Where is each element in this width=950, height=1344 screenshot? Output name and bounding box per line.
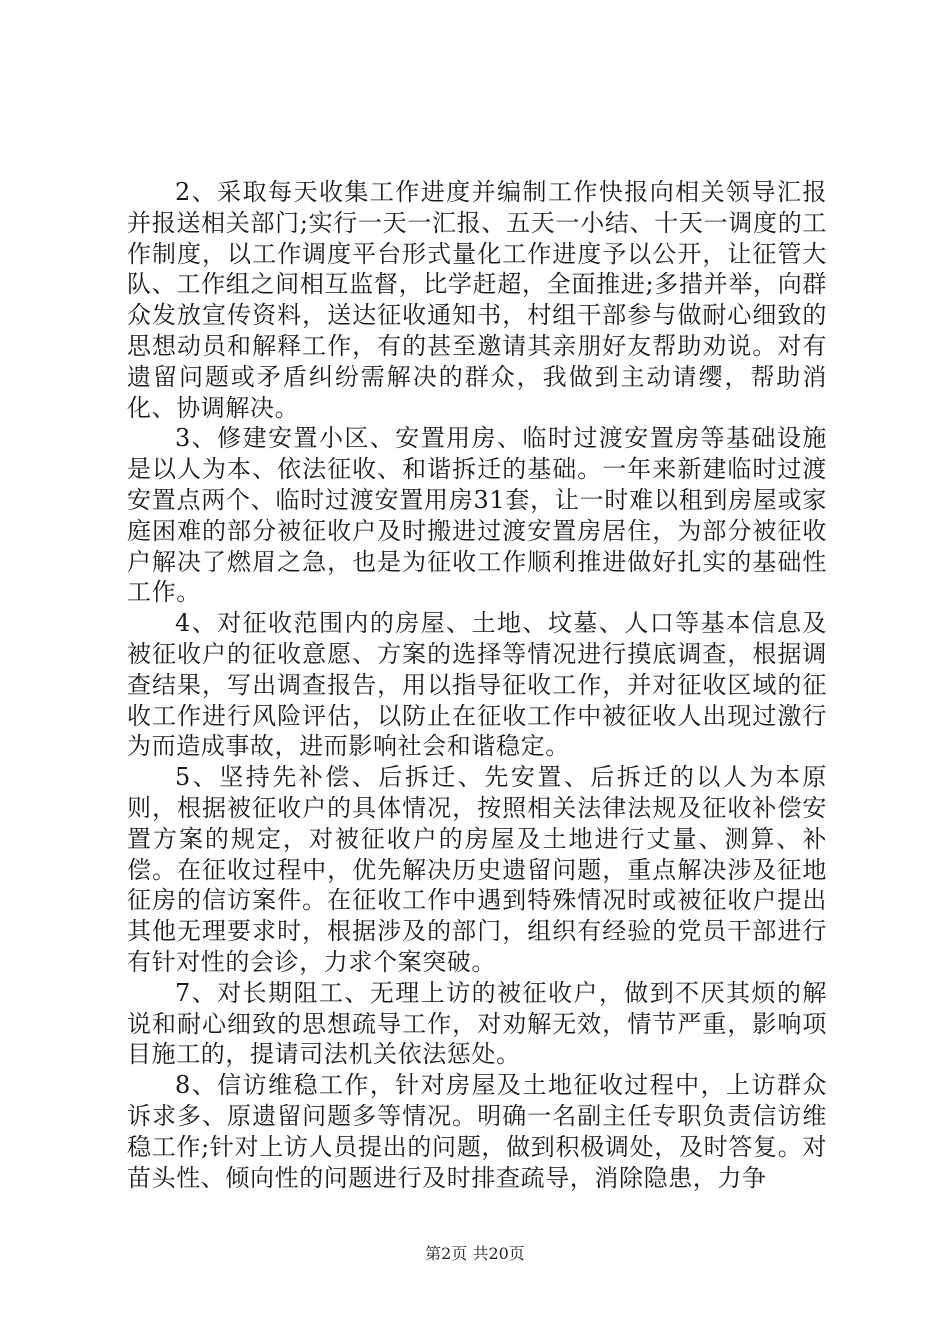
page-number-footer: 第2页 共20页: [425, 1244, 525, 1263]
paragraph-item-4: 4、对征收范围内的房屋、土地、坟墓、人口等基本信息及被征收户的征收意愿、方案的选择等情况进行摸底调查，根据调查结果，写出调查报告，用以指导征收工作，并对征收区域的征收工作进行风险评估，以防止在征收工作中被征收人出现过激行为而造成事故，进而影响社会和谐稳定。: [127, 609, 827, 761]
document-body: [127, 177, 827, 1193]
paragraph-item-3: 3、修建安置小区、安置用房、临时过渡安置房等基础设施是以人为本、依法征收、和谐拆迁的基础。一年来新建临时过渡安置点两个、临时过渡安置用房31套，让一时难以租到房屋或家庭困难的部分被征收户及时搬进过渡安置房居住，为部分被征收户解决了燃眉之急，也是为征收工作顺利推进做好扎实的基础性工作。: [127, 424, 827, 607]
paragraph-item-8: 8、信访维稳工作，针对房屋及土地征收过程中，上访群众诉求多、原遗留问题多等情况。明确一名副主任专职负责信访维稳工作;针对上访人员提出的问题，做到积极调处，及时答复。对苗头性、倾向性的问题进行及时排查疏导，消除隐患，力争: [127, 1071, 827, 1192]
paragraph-item-5: 5、坚持先补偿、后拆迁、先安置、后拆迁的以人为本原则，根据被征收户的具体情况，按照相关法律法规及征收补偿安置方案的规定，对被征收户的房屋及土地进行丈量、测算、补偿。在征收过程中，优先解决历史遗留问题，重点解决涉及征地征房的信访案件。在征收工作中遇到特殊情况时或被征收户提出其他无理要求时，根据涉及的部门，组织有经验的党员干部进行有针对性的会诊，力求个案突破。: [127, 763, 827, 976]
paragraph-item-2: 2、采取每天收集工作进度并编制工作快报向相关领导汇报并报送相关部门;实行一天一汇报、五天一小结、十天一调度的工作制度，以工作调度平台形式量化工作进度予以公开，让征管大队、工作组之间相互监督，比学赶超，全面推进;多措并举，向群众发放宣传资料，送达征收通知书，村组干部参与做耐心细致的思想动员和解释工作，有的甚至邀请其亲朋好友帮助劝说。对有遗留问题或矛盾纠纷需解决的群众，我做到主动请缨，帮助消化、协调解决。: [127, 178, 827, 422]
paragraph-item-7: 7、对长期阻工、无理上访的被征收户，做到不厌其烦的解说和耐心细致的思想疏导工作，对劝解无效，情节严重，影响项目施工的，提请司法机关依法惩处。: [127, 978, 827, 1069]
